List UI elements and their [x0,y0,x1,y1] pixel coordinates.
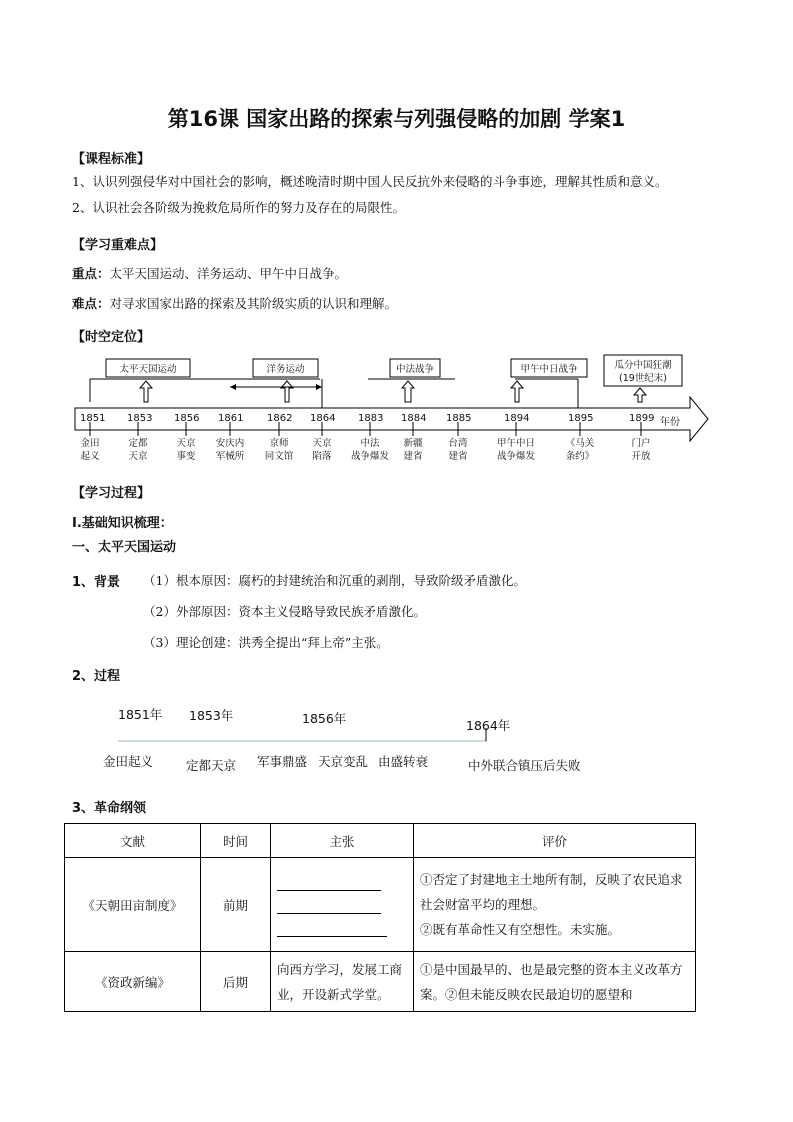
timeline-year: 1899 [629,413,655,424]
background-item: （2）外部原因：资本主义侵略导致民族矛盾激化。 [143,604,426,619]
table-row [65,952,696,1012]
arrow-yangwu [281,381,293,402]
table-cell-eval [414,858,696,952]
timeline-event: 天京 事变 [176,438,196,462]
eval-text: ②既有革命性又有空想性。未实施。 [420,922,621,937]
timeline-event: 新疆 建省 [403,438,423,462]
timeline-year: 1884 [401,413,427,424]
process-event: 军事鼎盛 [257,754,308,769]
process-year: 1851年 [118,707,163,722]
process-event: 由盛转衰 [378,754,429,769]
fill-in-blank[interactable] [277,872,381,891]
background-label: 1、背景 [72,575,121,590]
timeline-box-label: (19世纪末) [618,373,667,384]
process-event: 中外联合镇压后失败 [468,758,581,773]
table-cell-doc: 《资政新编》 [65,952,201,1012]
timeline-event: 门户 开放 [631,438,651,462]
timeline-year: 1853 [127,413,153,424]
timeline-event: 《马关 条约》 [565,438,595,462]
timeline-event: 台湾 建省 [448,438,468,462]
table-cell-doc: 《天朝田亩制度》 [65,858,201,952]
timeline-year: 1885 [446,413,472,424]
process-event: 天京变乱 [318,754,369,769]
timeline-year: 1894 [504,413,530,424]
timeline-heading: 【时空定位】 [72,330,151,345]
table-cell-time: 前期 [201,858,271,952]
page-title: 第16课 国家出路的探索与列强侵略的加剧 学案1 [167,107,626,131]
program-table [64,823,696,1012]
keypoints-heading: 【学习重难点】 [72,238,164,253]
key-point-label: 重点： [72,266,110,281]
timeline-box-label: 洋务运动 [266,364,305,375]
timeline-year: 1895 [568,413,594,424]
table-cell-claim: 向西方学习，发展工商业，开设新式学堂。 [271,952,414,1012]
process-event: 定都天京 [186,758,237,773]
background-item: （3）理论创建：洪秀全提出“拜上帝”主张。 [143,635,389,650]
process-line [0,720,793,750]
timeline-box-label: 太平天国运动 [119,364,177,375]
table-header: 时间 [201,824,271,858]
timeline-event: 京师 同文馆 [264,438,294,462]
timeline-year: 1864 [310,413,336,424]
table-cell-eval: ①是中国最早的、也是最完整的资本主义改革方案。②但未能反映农民最迫切的愿望和 [414,952,696,1012]
arrow-partition [634,388,646,402]
table-header-row [65,824,696,858]
table-cell-claim-blanks[interactable] [271,858,414,952]
timeline-box-label: 中法战争 [395,364,434,375]
table-header: 主张 [271,824,414,858]
timeline-axis [75,397,708,441]
table-header: 文献 [65,824,201,858]
standards-item-2: 2、认识社会各阶级为挽救危局所作的努力及存在的局限性。 [72,200,405,215]
hard-point-text: 对寻求国家出路的探索及其阶级实质的认识和理解。 [109,296,398,311]
part1-heading: Ⅰ.基础知识梳理： [72,516,173,531]
timeline-year: 1862 [267,413,293,424]
arrow-sino-japanese [511,381,523,402]
timeline-year: 1856 [174,413,200,424]
timeline-event: 天京 陷落 [312,438,332,462]
process-year: 1856年 [302,711,347,726]
timeline-unit: 年份 [660,417,680,428]
process-year: 1864年 [466,718,511,733]
program-label: 3、革命纲领 [72,801,147,816]
timeline-box-label: 甲午中日战争 [520,364,578,375]
hard-point-label: 难点： [72,296,110,311]
timeline-event: 甲午中日 战争爆发 [496,438,535,462]
key-point-line [72,264,347,282]
arrow-taiping [140,381,152,402]
timeline-year: 1883 [358,413,384,424]
timeline-year: 1861 [218,413,244,424]
timeline-event: 安庆内 军械所 [215,438,245,462]
arrow-sino-french [402,381,414,402]
standards-heading: 【课程标准】 [72,152,151,167]
process-year: 1853年 [189,708,234,723]
hard-point-line [72,294,397,312]
timeline-event: 定都 天京 [128,438,148,462]
timeline-event: 中法 战争爆发 [350,438,389,462]
section1-heading: 一、太平天国运动 [72,540,177,555]
standards-item-1: 1、认识列强侵华对中国社会的影响，概述晚清时期中国人民反抗外来侵略的斗争事迹，理解其性质和意义。 [72,174,668,189]
process-label: 2、过程 [72,669,121,684]
table-cell-time: 后期 [201,952,271,1012]
timeline-box-label: 瓜分中国狂潮 [614,360,672,371]
table-header: 评价 [414,824,696,858]
key-point-text: 太平天国运动、洋务运动、甲午中日战争。 [109,266,348,281]
fill-in-blank[interactable] [277,895,381,914]
table-row [65,858,696,952]
process-heading: 【学习过程】 [72,486,151,501]
eval-text: ①否定了封建地主土地所有制，反映了农民追求社会财富平均的理想。 [420,872,683,912]
timeline-year: 1851 [80,413,106,424]
timeline-event: 金田 起义 [80,438,100,462]
fill-in-blank[interactable] [277,918,387,937]
background-item: （1）根本原因：腐朽的封建统治和沉重的剥削，导致阶级矛盾激化。 [143,573,526,588]
process-event: 金田起义 [103,754,154,769]
